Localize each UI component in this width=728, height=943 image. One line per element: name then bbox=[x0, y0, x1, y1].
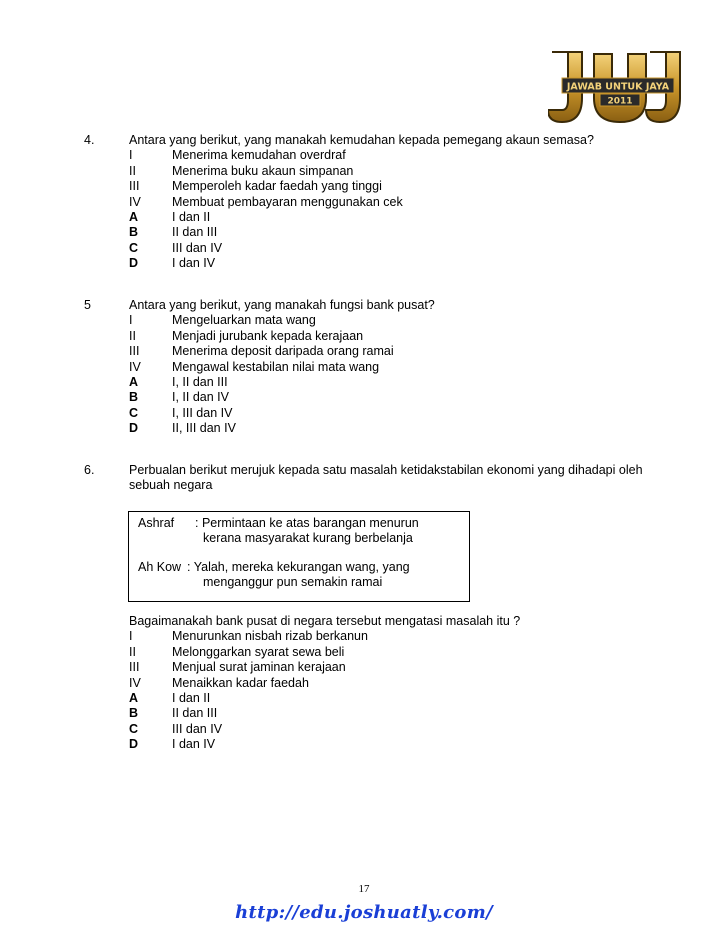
q4-option-text: II dan III bbox=[172, 225, 218, 240]
q6-option-text: III dan IV bbox=[172, 721, 223, 736]
q6-statement-key: III bbox=[129, 660, 140, 675]
q4-statement-text: Menerima kemudahan overdraf bbox=[172, 148, 346, 163]
q5-statement bbox=[84, 329, 684, 344]
q6-stem-line2: sebuah negara bbox=[129, 478, 213, 493]
q4-option bbox=[84, 210, 684, 225]
q5-statement bbox=[84, 344, 684, 359]
q6-option bbox=[84, 691, 684, 706]
question-6-body bbox=[84, 614, 684, 753]
dialog-line-2a: : Yalah, mereka kekurangan wang, yang bbox=[187, 560, 410, 574]
q6-option-key: C bbox=[129, 721, 139, 736]
q6-option bbox=[84, 722, 684, 737]
q4-statement-text: Memperoleh kadar faedah yang tinggi bbox=[172, 179, 382, 194]
q5-option-text: I, III dan IV bbox=[172, 405, 233, 420]
q6-number: 6. bbox=[84, 463, 95, 477]
q6-statement-text: Melonggarkan syarat sewa beli bbox=[172, 644, 345, 659]
juj-logo bbox=[548, 48, 684, 130]
footer-url-link[interactable]: http://edu.joshuatly.com/ bbox=[235, 902, 493, 923]
q6-statement-key: IV bbox=[129, 675, 141, 690]
dialog-line-1b: kerana masyarakat kurang berbelanja bbox=[203, 531, 413, 545]
q6-statement-key: II bbox=[129, 644, 136, 659]
q5-statement-key: III bbox=[129, 344, 140, 359]
q5-statement-text: Mengawal kestabilan nilai mata wang bbox=[172, 359, 380, 374]
q5-option-text: I, II dan IV bbox=[172, 390, 229, 405]
q5-option bbox=[84, 375, 684, 390]
q6-statement-key: I bbox=[129, 629, 133, 644]
q6-statement-text: Menurunkan nisbah rizab berkanun bbox=[172, 629, 368, 644]
q4-option bbox=[84, 256, 684, 271]
q4-statement-key: IV bbox=[129, 194, 141, 209]
q4-statement-text: Membuat pembayaran menggunakan cek bbox=[172, 194, 403, 209]
q5-option-key: B bbox=[129, 390, 139, 405]
q4-option-text: III dan IV bbox=[172, 240, 223, 255]
q5-statement-text: Menjadi jurubank kepada kerajaan bbox=[172, 328, 364, 343]
dialog-line-1a: : Permintaan ke atas barangan menurun bbox=[195, 516, 419, 530]
q5-number: 5 bbox=[84, 298, 91, 312]
q4-statement-text: Menerima buku akaun simpanan bbox=[172, 163, 354, 178]
q6-statement bbox=[84, 660, 684, 675]
q4-option-key: B bbox=[129, 225, 139, 240]
q4-option bbox=[84, 225, 684, 240]
q5-statement-text: Menerima deposit daripada orang ramai bbox=[172, 344, 394, 359]
q4-statement bbox=[84, 179, 684, 194]
q6-statement bbox=[84, 629, 684, 644]
q4-number: 4. bbox=[84, 133, 95, 147]
q6-stem-line1: Perbualan berikut merujuk kepada satu masalah ketidakstabilan ekonomi yang dihadapi oleh bbox=[129, 463, 643, 477]
q6-option-key: D bbox=[129, 737, 139, 752]
q5-option bbox=[84, 390, 684, 405]
q5-statement bbox=[84, 360, 684, 375]
q6-option bbox=[84, 737, 684, 752]
q4-stem: Antara yang berikut, yang manakah kemudahan kepada pemegang akaun semasa? bbox=[129, 133, 594, 147]
q6-option-key: A bbox=[129, 690, 139, 705]
q4-statement bbox=[84, 148, 684, 163]
q6-option-key: B bbox=[129, 706, 139, 721]
q6-option-text: II dan III bbox=[172, 706, 218, 721]
q5-stem: Antara yang berikut, yang manakah fungsi bank pusat? bbox=[129, 298, 435, 312]
q4-statement-key: II bbox=[129, 163, 136, 178]
q5-option-key: C bbox=[129, 405, 139, 420]
logo-banner-text: JAWAB UNTUK JAYA bbox=[566, 81, 670, 93]
q5-statement-key: II bbox=[129, 328, 136, 343]
q5-option-key: D bbox=[129, 421, 139, 436]
question-5 bbox=[84, 298, 684, 437]
q4-option-text: I dan IV bbox=[172, 256, 216, 271]
q6-statement bbox=[84, 645, 684, 660]
q5-option-text: I, II dan III bbox=[172, 374, 228, 389]
q4-option-key: C bbox=[129, 240, 139, 255]
q5-option bbox=[84, 406, 684, 421]
q6-statement-text: Menjual surat jaminan kerajaan bbox=[172, 660, 346, 675]
q4-statement bbox=[84, 164, 684, 179]
q6-option bbox=[84, 706, 684, 721]
q5-statement-key: I bbox=[129, 313, 133, 328]
dialog-box bbox=[128, 511, 470, 602]
q5-option-key: A bbox=[129, 374, 139, 389]
q5-statement bbox=[84, 313, 684, 328]
dialog-line-2b: menganggur pun semakin ramai bbox=[203, 575, 383, 589]
q5-statement-key: IV bbox=[129, 359, 141, 374]
q6-option-text: I dan IV bbox=[172, 737, 216, 752]
q5-option bbox=[84, 421, 684, 436]
logo-year-text: 2011 bbox=[607, 96, 633, 107]
q5-option-text: II, III dan IV bbox=[172, 421, 236, 436]
q4-option-key: D bbox=[129, 256, 139, 271]
q4-statement-key: I bbox=[129, 148, 133, 163]
question-6 bbox=[84, 463, 684, 494]
q6-statement bbox=[84, 676, 684, 691]
q6-option-text: I dan II bbox=[172, 690, 211, 705]
juj-logo-graphic bbox=[548, 48, 684, 130]
q4-statement-key: III bbox=[129, 179, 140, 194]
q4-statement bbox=[84, 195, 684, 210]
dialog-speaker-1: Ashraf bbox=[138, 516, 175, 530]
q5-statement-text: Mengeluarkan mata wang bbox=[172, 313, 316, 328]
q6-statement-text: Menaikkan kadar faedah bbox=[172, 675, 309, 690]
dialog-speaker-2: Ah Kow bbox=[138, 560, 182, 574]
question-4 bbox=[84, 133, 684, 272]
q4-option-key: A bbox=[129, 209, 139, 224]
page-number: 17 bbox=[358, 883, 370, 895]
q4-option-text: I dan II bbox=[172, 209, 211, 224]
q4-option bbox=[84, 241, 684, 256]
q6-question: Bagaimanakah bank pusat di negara tersebut mengatasi masalah itu ? bbox=[129, 614, 521, 628]
